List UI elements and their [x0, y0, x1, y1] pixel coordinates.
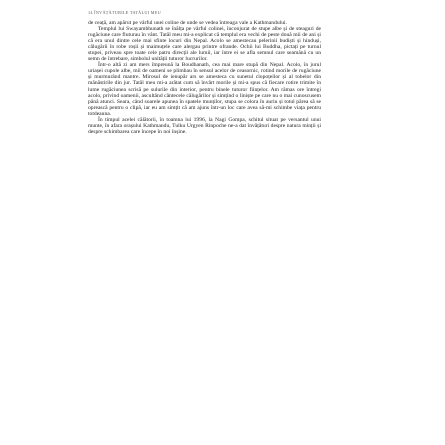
paragraph-4: În timpul acelei călătorii, în toamna lui 1996, la Nagi Gompa, schitul situat pe versantul unui munte, în afara orașului Kathmandu, Tulku Urgyen Rinpoche ne-a dat învățături despre natura minții și despre schimbarea care începe în noi înșine. — [88, 116, 321, 135]
paragraph-1: de ceață, am apărut pe vârful unei coline de unde se vedea întreaga vale a Kathmandului. — [88, 20, 287, 26]
body-text — [88, 20, 321, 135]
paragraph-3: Într-o altă zi am mers împreună la Boudhanath, cea mai mare stupă din Nepal. Acolo, în jurul uriașei cupole albe, mii de oameni se plimbau în sensul acelor de ceasornic, rotind morile de rugăciune și murmurând mantre. Mirosul de ienupăr ars se amesteca cu sunetul clopoțeilor și al tobelor din mănăstirile din jur. Tatăl meu mi-a arătat cum să învârt morile și mi-a spus că fiecare rotire trimite în lume rugăciunea scrisă pe sulurile din interior, pentru binele tuturor ființelor. Am rămas ore întregi acolo, privind oamenii, ascultând cântecele călugărilor și simțind o liniște pe care nu o mai cunoscusem până atunci. Seara, când soarele apunea în spatele munților, stupa se colora în auriu și totul părea să se oprească pentru o clipă, iar eu am simțit că am ajuns într-un loc care avea să-mi schimbe viața pentru totdeauna. — [88, 62, 321, 117]
running-head: 14 ÎNVĂȚĂTURILE TATĂLUI MEU — [88, 10, 161, 15]
paragraph-2: Templul lui Swayambhunath se înălța pe vârful colinei, înconjurat de stupe albe și de steaguri de rugăciune care fluturau în vânt. Tatăl meu mi-a explicat că templul era vechi de peste două mii de ani și că era unul dintre cele mai sfinte locuri din Nepal. Acolo se amestecau pelerinii budiști și hinduși, călugării în robe roșii și maimuțele care alergau printre ofrande. Ochii lui Buddha, pictați pe turnul stupei, priveau spre toate cele patru direcții ale lumii, iar între ei se afla semnul care seamănă cu un semn de întrebare, simbolul unității tuturor lucrurilor. — [88, 26, 321, 63]
